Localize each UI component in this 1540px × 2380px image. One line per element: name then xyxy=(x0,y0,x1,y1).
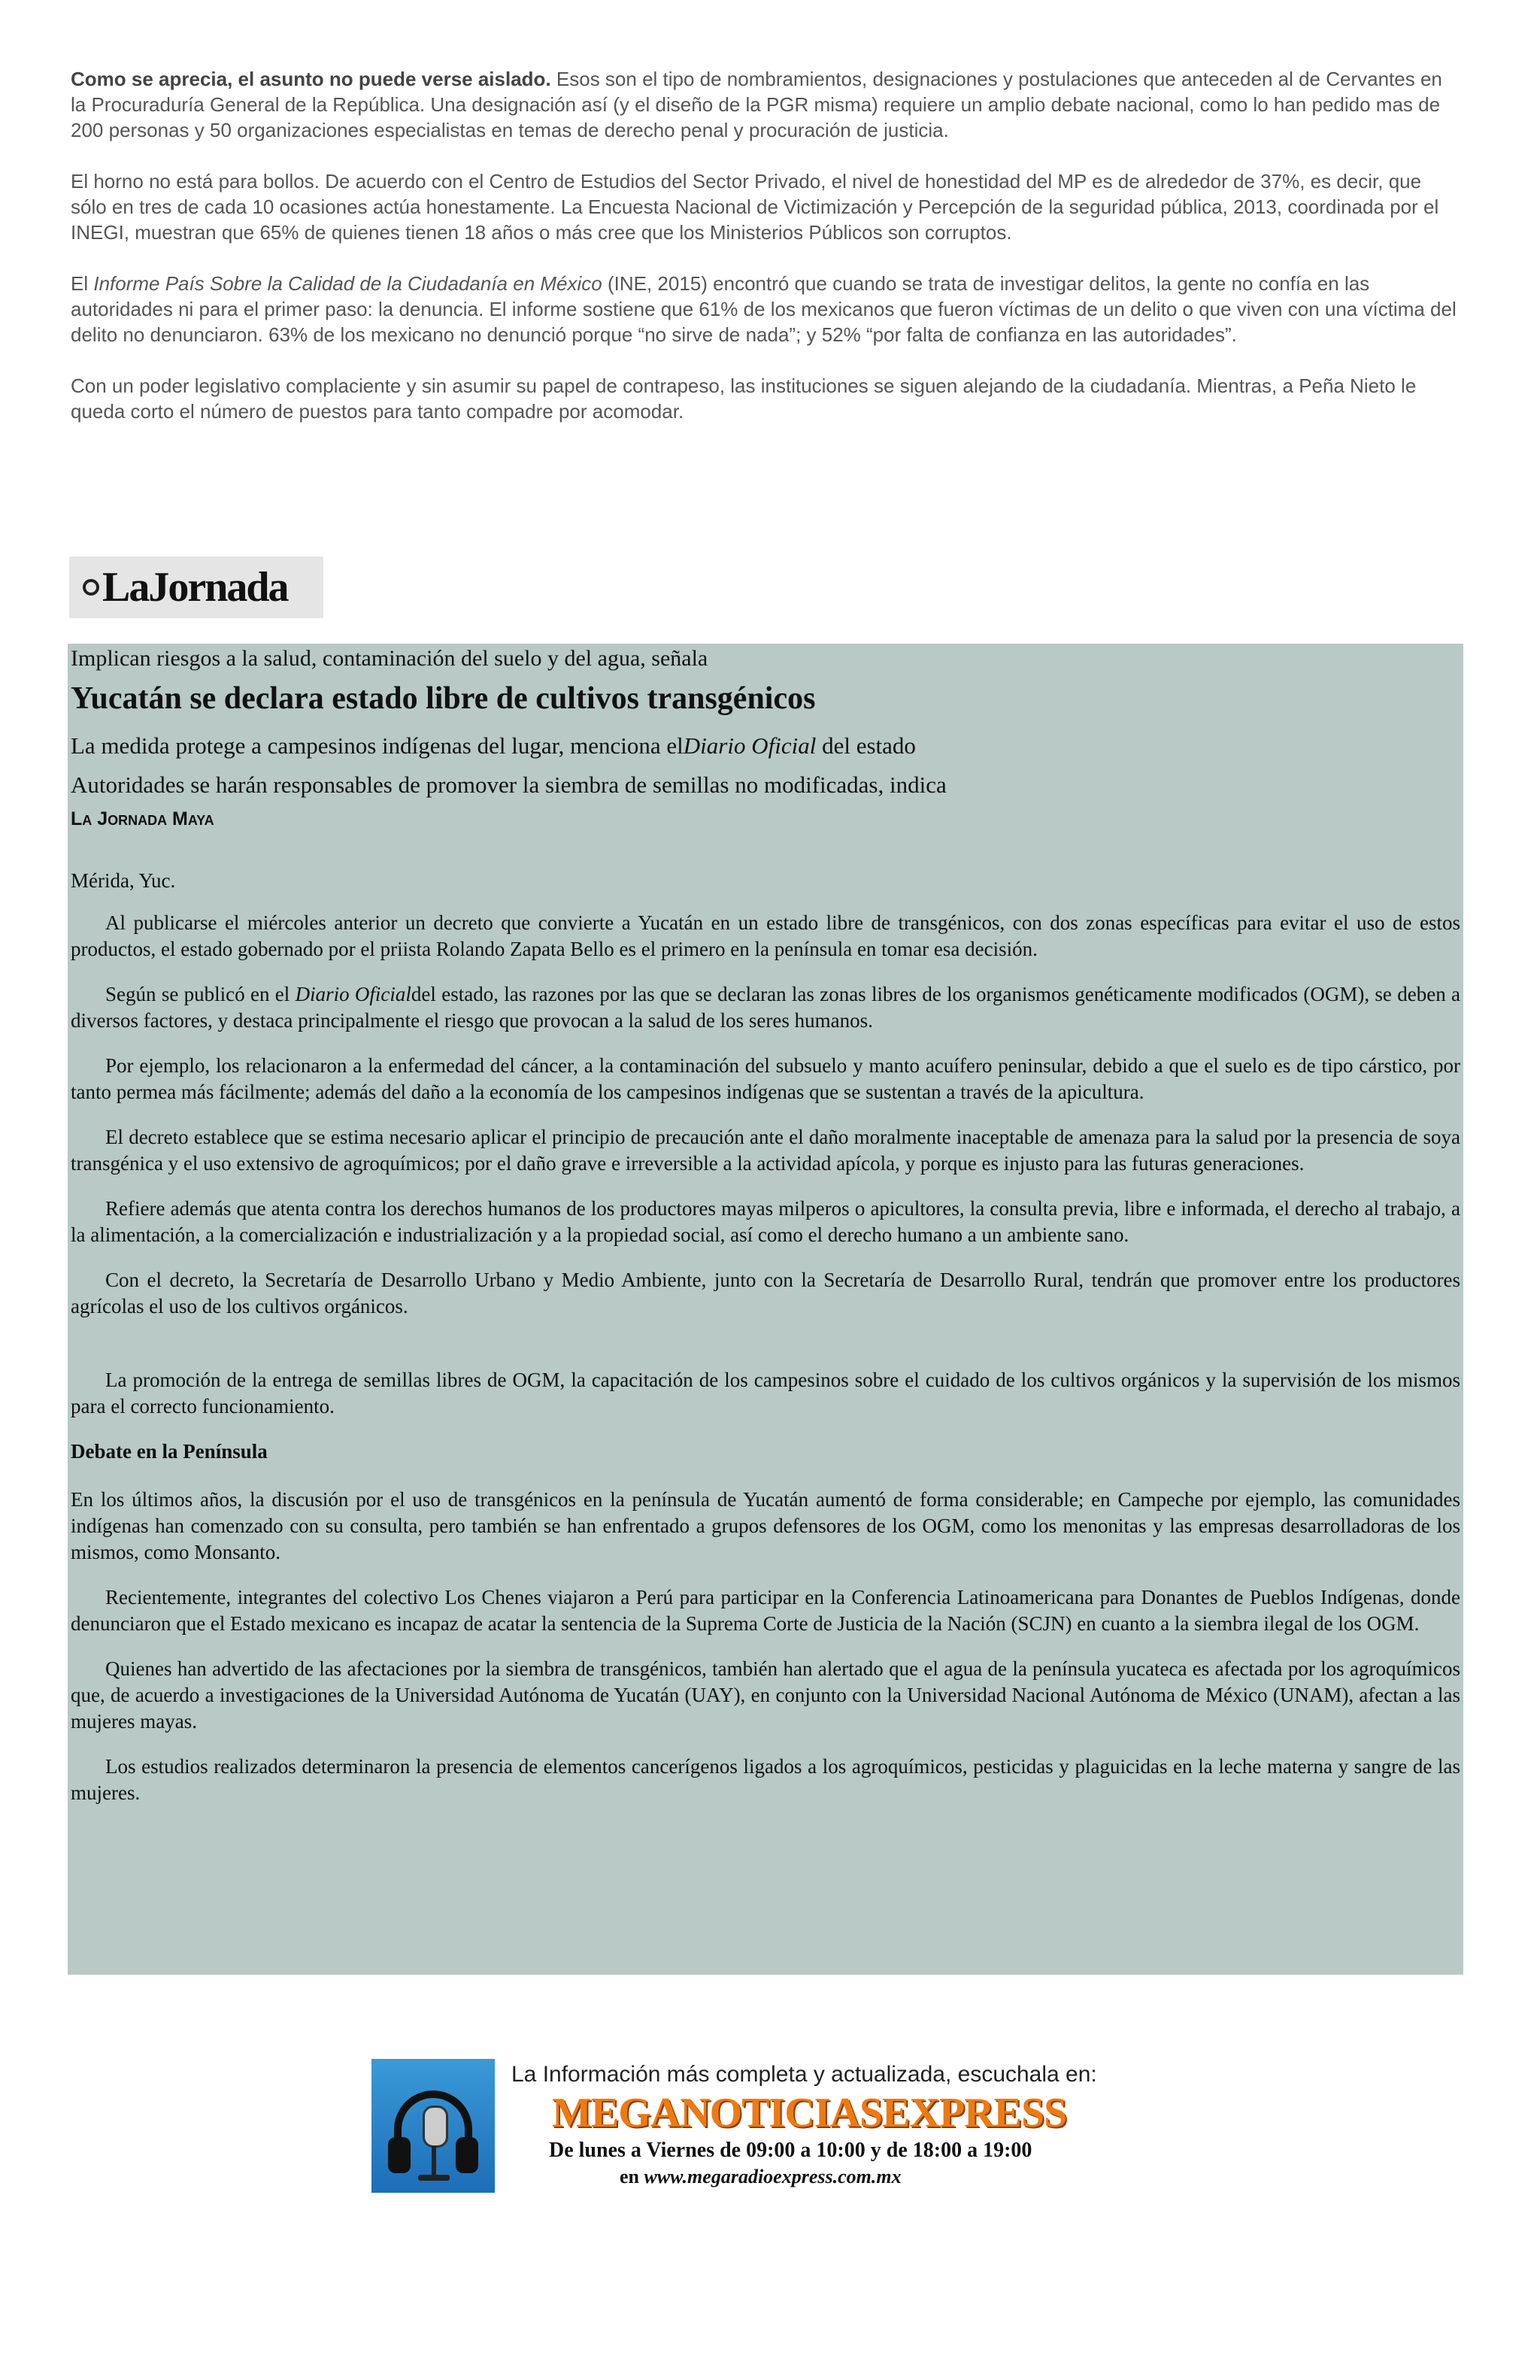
deck-1-pre: La medida protege a campesinos indígenas del lugar, menciona el xyxy=(71,732,684,759)
logo-text: LaJornada xyxy=(102,564,288,611)
article-paragraph-11: Los estudios realizados determinaron la presencia de elementos cancerígenos ligados a los agroquímicos, pesticidas y plaguicidas en la leche materna y sangre de las mujeres. xyxy=(71,1755,1460,1804)
column-paragraph-4: Con un poder legislativo complaciente y sin asumir su papel de contrapeso, las instituciones se siguen alejando de la ciudadanía. Mientras, a Peña Nieto le queda corto el número de puestos para tanto compadre por acomodar. xyxy=(71,374,1417,423)
banner-schedule: De lunes a Viernes de 09:00 a 10:00 y de 18:00 a 19:00 xyxy=(549,2139,1032,2162)
banner-tagline: La Información más completa y actualizada, escuchala en: xyxy=(511,2062,1097,2087)
paragraph-2-post: del estado, las razones por las que se declaran las zonas libres de los organismos genéticamente modificados (OGM), se deben a diversos factores, y destaca principalmente el riesgo que provocan a la salud de los seres humanos. xyxy=(71,983,1461,1032)
article-paragraph-8: En los últimos años, la discusión por el uso de transgénicos en la península de Yucatán aumentó de forma considerable; en Campeche por ejemplo, las comunidades indígenas han comenzado con su consulta, pero también se han enfrentado a grupos defensores de los OGM, como los menonitas y las empresas desarrolladoras de los mismos, como Monsanto. xyxy=(71,1488,1460,1563)
article-paragraph-6: Con el decreto, la Secretaría de Desarrollo Urbano y Medio Ambiente, junto con la Secretaría de Desarrollo Rural, tendrán que promover entre los productores agrícolas el uso de los cultivos orgánicos. xyxy=(71,1269,1460,1317)
column-paragraph-3-pre: El xyxy=(71,272,94,295)
article-paragraph-10: Quienes han advertido de las afectaciones por la siembra de transgénicos, también han alertado que el agua de la península yucateca es afectada por los agroquímicos que, de acuerdo a investigaciones de la Universidad Autónoma de Yucatán (UAY), en conjunto con la Universidad Nacional Autónoma de México (UNAM), afectan a las mujeres mayas. xyxy=(71,1657,1460,1733)
article-paragraph-9: Recientemente, integrantes del colectivo Los Chenes viajaron a Perú para participar en la Conferencia Latinoamericana para Donantes de Pueblos Indígenas, donde denunciaron que el Estado mexicano es incapaz de acatar la sentencia de la Suprema Corte de Justicia de la Nación (SCJN) en cuanto a la siembra ilegal de los OGM. xyxy=(71,1586,1460,1635)
column-paragraph-3-post: (INE, 2015) encontró que cuando se trata de investigar delitos, la gente no confía en las autoridades ni para el primer paso: la denuncia. El informe sostiene que 61% de los mexicanos que fueron víctimas de un delito o que viven con una víctima del delito no denunciaron. 63% de los mexicano no denunció porque “no sirve de nada”; y 52% “por falta de confianza en las autoridades”. xyxy=(71,272,1457,346)
column-paragraph-1-body: Esos son el tipo de nombramientos, designaciones y postulaciones que anteceden al de Cervantes en la Procuraduría General de la República. Una designación así (y el diseño de la PGR misma) requiere un amplio debate nacional, como lo han pedido mas de 200 personas y 50 organizaciones especialistas en temas de derecho penal y procuración de justicia. xyxy=(71,68,1442,141)
article-subhead: Debate en la Península xyxy=(71,1440,268,1463)
column-paragraph-3 xyxy=(71,271,1462,347)
opinion-column xyxy=(71,66,1462,450)
paragraph-2-italic: Diario Oficial xyxy=(295,983,411,1005)
news-article xyxy=(68,644,1463,1975)
article-paragraph-1: Al publicarse el miércoles anterior un decreto que convierte a Yucatán en un estado libre de transgénicos, con dos zonas específicas para evitar el uso de estos productos, el estado gobernado por el priista Rolando Zapata Bello es el primero en la península en tomar esa decisión. xyxy=(71,911,1460,960)
headphones-microphone-icon xyxy=(371,2059,495,2193)
banner-url-line xyxy=(620,2166,902,2188)
article-deck-2: Autoridades se harán responsables de promover la siembra de semillas no modificadas, indica xyxy=(71,772,947,798)
column-paragraph-1-lead: Como se aprecia, el asunto no puede verse aislado. xyxy=(71,68,551,90)
circle-logo-icon xyxy=(83,579,99,596)
article-paragraph-7: La promoción de la entrega de semillas libres de OGM, la capacitación de los campesinos sobre el cuidado de los cultivos orgánicos y la supervisión de los mismos para el correcto funcionamiento. xyxy=(71,1369,1460,1417)
banner-url-pre: en xyxy=(620,2166,644,2187)
article-paragraph-3: Por ejemplo, los relacionaron a la enfermedad del cáncer, a la contaminación del subsuelo y manto acuífero peninsular, debido a que el suelo es de tipo cárstico, por tanto permea más fácilmente; además del daño a la economía de los campesinos indígenas que se sustentan a través de la apicultura. xyxy=(71,1054,1460,1103)
report-title: Informe País Sobre la Calidad de la Ciudadanía en México xyxy=(93,272,602,295)
column-paragraph-1 xyxy=(71,66,1462,143)
article-paragraph-5: Refiere además que atenta contra los derechos humanos de los productores mayas milperos o apicultores, la consulta previa, libre e informada, el derecho al trabajo, a la alimentación, a la comercialización e industrialización y a la propiedad social, así como el derecho humano a un ambiente sano. xyxy=(71,1197,1460,1246)
paragraph-2-pre: Según se publicó en el xyxy=(105,983,296,1005)
article-kicker: Implican riesgos a la salud, contaminación del suelo y del agua, señala xyxy=(71,646,708,671)
article-deck-1 xyxy=(71,726,1460,766)
radio-ad-banner[interactable] xyxy=(371,2059,1178,2193)
deck-1-post: del estado xyxy=(816,732,916,759)
spacer xyxy=(71,1339,1460,1367)
article-paragraph-2 xyxy=(71,981,1460,1034)
column-paragraph-2: El horno no está para bollos. De acuerdo con el Centro de Estudios del Sector Privado, el nivel de honestidad del MP es de alrededor de 37%, es decir, que sólo en tres de cada 10 ocasiones actúa honestamente. La Encuesta Nacional de Victimización y Percepción de la seguridad pública, 2013, coordinada por el INEGI, muestran que 65% de quienes tienen 18 años o más cree que los Ministerios Públicos son corruptos. xyxy=(71,170,1439,244)
banner-brand: MEGANOTICIASEXPRESS xyxy=(552,2090,1067,2136)
banner-url[interactable]: www.megaradioexpress.com.mx xyxy=(644,2166,902,2187)
article-headline: Yucatán se declara estado libre de cultivos transgénicos xyxy=(71,681,816,716)
deck-1-italic: Diario Oficial xyxy=(683,732,817,759)
article-paragraph-4: El decreto establece que se estima necesario aplicar el principio de precaución ante el daño moralmente inaceptable de amenaza para la salud por la presencia de soya transgénica y el uso extensivo de agroquímicos; por el daño grave e irreversible a la actividad apícola, y porque es injusto para las futuras generaciones. xyxy=(71,1126,1460,1175)
article-dateline: Mérida, Yuc. xyxy=(71,869,176,892)
article-byline: La Jornada Maya xyxy=(71,808,214,829)
la-jornada-logo xyxy=(69,556,323,618)
